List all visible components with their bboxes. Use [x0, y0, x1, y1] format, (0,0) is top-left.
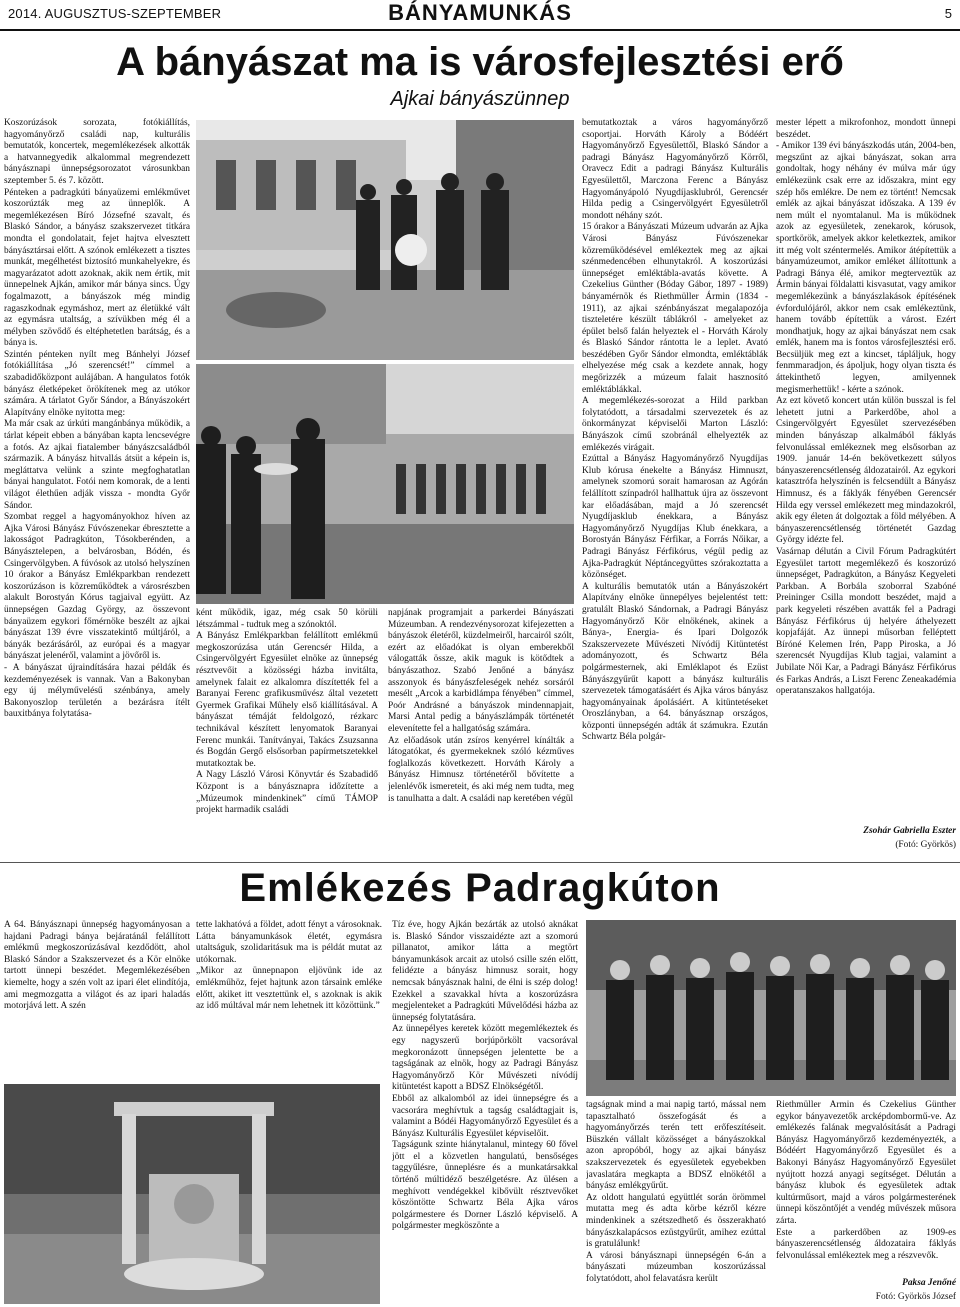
masthead: BÁNYAMUNKÁS — [388, 0, 572, 25]
article2-column-2: tette lakhatóvá a földet, adott fényt a városoknak. Látta bányamunkások életét, egymásra utaltságuk, szolidaritásuk ma is példát mutat az utókornak. „Mikor az ünnepnapon eljövünk ide az emlékműhöz, fejet hajtunk azon társaink emléke előtt, akiket itt vesztettünk el, s azoknak is akik az idő múltával már nem lehetnek itt közöttünk.” — [196, 920, 382, 1012]
article2-column-4: tagságnak mind a mai napig tartó, mással nem tapasztalható összefogását és a hagyományőrzés terén tett erőfeszítéseit. Büszkén vállalt közösséget a bányászokkal azon apropóból, hogy az ajkai bányász szakszervezetek és egyesületek egyebekben javaslatára megkapta a BDSZ elnökétől a bányász emlékgyűrűt. Az oldott hangulatú együttlét során örömmel mutatta meg és adta körbe kézről kézre mindenkinek a szétszedhető és összerakható bányászkalapácsos ezüstgyűrűt, amihez ezúttal is gratulálunk! A városi bányásznapi ünnepségén 6-án a bányászati múzeumban koszorúzással folytatódott, ahol felavatásra került — [586, 1100, 766, 1284]
group-of-miners-photo — [586, 920, 956, 1096]
article1-column-4: bemutatkoztak a város hagyományőrző csoportjai. Horváth Károly a Bódéért Hagyományőrző Egyesülettől, Blaskó Sándor a padragi Bányász Hagyományőrző Körről, Oravecz Edit a padragi Bányász Kulturális Egyesülettől, Marczona Ferenc a Bányász Hagyományápoló Nyugdíjasklubról, Gerencsér Hilda pedig a Csingervölgyért Egyesületről mondott néhány szót. 15 órakor a Bányászati Múzeum udvarán az Ajka Városi Bányász Fúvószenekar közreműködésével emlékeztek meg az ajkai szénmedencében elhunytakról. A koszorúzási ünnepséget emléktábla-avatás követte. A Czekelius Günther (Bóday Gábor, 1897 - 1989) bányamérnök és Riethmüller Ármin (1834 - 1911), az ajkai szénbányászat megalapozója tiszteletére készült táblákról - amelyeket az épület belső falán helyeztek el - Horváth Károly és Blaskó Sándor rántotta le a leplet. Avató beszédében Győr Sándor elmondta, emléktáblák elhelyezése még csak a kezdete annak, hogy megőrizzék a múzeum falait hasznosító emléktáblákkal. A megemlékezés-sorozat a Hild parkban folytatódott, a társadalmi szervezetek és az önkormányzat képviselői Marton László: Bányászok című szobránál elhelyezték az emlékezés virágait. Ezúttal a Bányász Hagyományőrző Nyugdíjas Klub kórusa énekelte a Bányász Himnuszt, amelynek szomorú sorait hamarosan az Agórán felállított színpadról hallhattuk újra az összevont kar előadásában, majd a Jó szerencsét Nyugdíjasklub énekkara, a Bányász Hagyományőrző Nyugdíjas Klub énekkara, a Borostyán Bányász Férfikar, a Forrás Nőikar, a Padragi Bányász Férfikórus, végül pedig az Ajka-Padragkút Néptáncegyüttes szórakoztatta a közönséget. A kulturális bemutatók után a Bányászokért Alapítvány elnöke ünnepélyes bejelentést tett: gratulált Blaskó Sándornak, a Padragi Bányász Hagyományőrző Kör elnökének, akinek a Bánya-, Energia- és Ipari Dolgozók Szakszervezete Művészeti Nívódíj Kitüntetést adományozott, és Schwartz Béla polgármesternek, aki Emléklapot és Ezüst Bányászgyűrűt kapott a bányász kulturális szervezetek támogatásáért és Ajka város bányász hagyományainak ápolásáért. A kitüntetéseket Oroszlányban, a 64. bányásznap országos, központi ünnepségén adták át számukra. Ezután Schwartz Béla polgár- — [582, 118, 768, 743]
wreath-laying-procession-photo — [196, 120, 574, 360]
article1-column-1: Koszorúzások sorozata, fotókiállítás, hagyományőrző családi nap, kulturális bemutatók, koncertek, megemlékezések alkották a hatvannegyedik alkalommal megrendezett bányásznapi ünnepségsorozatot városunkban szeptember 5. és 7. között. Pénteken a padragkúti bányaüzemi emlékművet koszorúzták meg az ünneplők. A megemlékezésen Bíró Józsefné szavalt, és Blaskó Sándor, a bányász szakszervezet titkára mondta el gondolatait, fejet hajtva elvesztett bányásztársai előtt. A szónok emlékezett a tisztes munkát, megélhetést biztosító munkahelyekre, és magyarázatot adott azoknak, akik nem értik, mit ünnepelnek Ajkán, amikor már bánya sincs. Úgy fogalmazott, a bányászok még mindig ragaszkodnak egymáshoz, mert az életükké vált az egymásra utaltság, a szívükben még él a mélyben szövődő és eltéphetetlen barátság, és a bánya is. Szintén pénteken nyílt meg Bánhelyi József fotókiállítása „Jó szerencsét!” címmel a szabadidőközpont aulájában. A hangulatos fotók bányász életképeket örökítenek meg az utókor számára. A tárlatot Győr Sándor, a Bányászokért Alapítvány elnöke nyitotta meg: Ma már csak az úrkúti mangánbánya működik, a tárlat képeit ebben a bányában kapta lencsevégre a fotós. Az ajkai fiatalember bányászcsaládból származik. A bányász hitvallás átsüt a képein is, megláttatva velünk a szinte megfoghatatlan bányai hangulatot. Fotói nem komorak, de a lenti világot élethűen adják vissza - mondta Győr Sándor. Szombat reggel a hagyományokhoz híven az Ajka Városi Bányász Fúvószenekar ébresztette a lakosságot Padragkúton, Tósokberénden, a Bányásztelepen, a belvárosban, Bódén, és Csingervölgyben. A fúvósok az utolsó helyszínen 10 órakor a Bányász Emlékparkban rendezett koszorúzáson is közreműködtek a városrészben alakult Borostyán Kórus tagjaival együtt. Az ünnepségen Gazdag György, az összevont bányaüzem egykori főmérnöke beszélt az ajkai bányászat 139 évre visszatekintő múltjáról, a bányák bezárásáról, az európai és a magyar bányászat jelenéről, valamint a jövőről is. - A bányászat újraindítására hazai példák és kezdeményezések is vannak. Van a Bakonyban egy új mélyművelésű szénbánya, amely Bakonyoszlop területén a bezárásra ítélt bauxitbánya folytatása- — [4, 118, 190, 720]
article2-title: Emlékezés Padragkúton — [239, 866, 721, 910]
article1-column-5: mester lépett a mikrofonhoz, mondott ünnepi beszédet. - Amikor 139 évi bányászkodás után, 2004-ben, megszűnt az ajkai bányászat, sokan arra gondoltak, hogy néhány év múlva már úgy emlékezünk csak erre az időszakra, mint egy szép hős emlékre. De nem ez történt! Nemcsak emlék az ajkai bányászat időszaka. A 139 év nem múlt el nyomtalanul. Ma is működnek azok az egyesületek, zenekarok, kórusok, sportkörök, amelyek akkor keletkeztek, amikor itt még volt széntermelés. Amikor átépítettük a bányamúzeumot, amikor emléket állítottunk a Padragi Bánya élé, amikor megterveztük az Ármin bányai földalatti kisvasutat, vagy amikor megemlékezünk a bányászlakások építésének évfordulójáról, akkor nem csak emlékeztünk, hanem tovább építettük a várost. Ezért mondhatjuk, hogy az ajkai bányászat nem csak emlék, hanem ma is fontos városfejlesztési erő. Becsüljük meg ezt a kincset, tápláljuk, hogy fenmmaradjon, és ápoljuk, hogy olyan tiszta és áttekinthető legyen, amilyennek megismerhettük! - kérte a szónok. Az ezt követő koncert után külön busszal is fel lehetett jutni a Parkerdőbe, ahol a Csingervölgyért Egyesület szervezésében minden bányászap alkalmából fáklyás felvonulással emlékeznek meg elsősorban az 1909. január 14-én bekövetkezett súlyos bányaszerencsétlenség áldozatairól. Az egykori katasztrófa helyszínén is felcsendült a Bányász Himnusz, és a fáklyák fényében Gerencsér Hilda egy verssel emlékezett meg mindazokról, akik egy életen át dolgoztak a föld mélyében. A bányaszerencsétlenség történetét Gazdag György idézte fel. Vasárnap délután a Civil Fórum Padragkútért Egyesület tartott megemlékező és koszorúzó ünnepséget, Padragkúton, a Bányász Kegyeleti Parkban. A Borbála szoborral Szabóné Preininger Csilla mondott beszédet, majd a park kegyeleti részében avatták fel a Padragi Bányász Férfikórus új helyére áthelyezett kopjafáját. Az ünnepi műsorban felléptett Bíróné Kelemen Irén, Papp Piroska, a Jó szerencsét Nyugdíjas Klub tagjai, valamint a Jubilate Női Kar, a Padragi Bányász Férfikórus és Farkas András, a Liszt Ferenc Zeneakadémia operatanszakos hallgatója. — [776, 118, 956, 697]
section-divider — [0, 862, 960, 863]
article2-author: Paksa Jenőné — [902, 1278, 956, 1288]
article2-column-5: Riethmüller Ármin és Czekelius Günther egykor bányavezetők arcképdombormű-ve. Az emlékezés falának megvalósítását a Padragi Bányász Hagyományőrző kezdeményezték, a Bódéért Hagyományőrző Egyesület és a Bakonyi Bányász Hagyományőrző Egyesület nyújtott hozzá anyagi segítséget. Délután a bányász klubok és egyesületek adtak kultúrműsort, majd a város polgármesterének ünnepi köszöntőjét a vendég művészek műsora zárta. Este a parkerdőben az 1909-es bányaszerencsétlenség áldozataira fáklyás felvonulással emlékeztek meg a részvevők. — [776, 1100, 956, 1261]
article1-column-2: ként működik, igaz, még csak 50 körüli létszámmal - tudtuk meg a szónoktól. A Bányász Emlékparkban felállított emlékmű megkoszorúzása után Gerencsér Hilda, a Csingervölgyért Egyesület elnöke az ünnepség résztvevőit a közösségi házba invitálta, amelynek falait ez alkalomra díszítették fel a Baranyai Ferenc grafikusművész által vezetett Gyermek Grafikai Műhely első kiállításával. A bányászat témáját feldolgozó, rézkarc technikával készített lenyomatok Baranyai Ferenc munkái. Tanítványai, Takács Zsuzsanna és Bogdán Gergő elsősorban papírmetszetekkel mutatkoztak be. A Nagy László Városi Könyvtár és Szabadidő Központ is a bányásznapra időzítette a „Múzeumok mindenkinek” című TÁMOP projekt harmadik családi — [196, 608, 378, 816]
article1-column-3: napjának programjait a parkerdei Bányászati Múzeumban. A rendezvénysorozat kifejezetten a bányászok életéről, küzdelmeiről, harcairól szólt, ezért az előadókat is olyan emberekből válogatták össze, akik maguk is kötődtek a bányászathoz. Szabó Jenőné a bányász asszonyok és bányászfeleségek nehéz sorsáról mesélt „Arcok a karbidlámpa fényében” címmel, Poór Andrásné a bányászok mindennapjait, Marsi Antal pedig a bányászlámpák történetét elevenítette fel a hallgatóság számára. Az előadások után zsíros kenyérrel kínálták a látogatókat, és gyermekeknek szóló kézműves foglalkozás következett. Horváth Károly a Bányász Himnusz történetéről bővítette a jelenlévők ismereteit, és aki még nem tudta, meg is tanulhatta a dalt. A családi nap keretében végül — [388, 608, 574, 804]
issue-date: 2014. AUGUSZTUS-SZEPTEMBER — [8, 6, 222, 21]
brass-band-ceremony-photo — [196, 364, 574, 604]
article-title: A bányászat ma is városfejlesztési erő — [116, 40, 844, 84]
article1-photo-credit: (Fotó: Györkös) — [895, 840, 956, 850]
article2-column-1: A 64. Bányásznapi ünnepség hagyományosan a hajdani Padragi bánya bejáratánál felállított emlékmű megkoszorúzásával kezdődött, ahol Blaskó Sándor a Szakszervezet és a Kör elnöke tartott ünnepi beszédet. Megemlékezésében kiemelte, hogy a szén volt az ipari élet elindítója, ami megmozgatta a világot és az ipari haladás motorjává lett. A szén — [4, 920, 190, 1012]
article1-author: Zsohár Gabriella Eszter — [863, 826, 956, 836]
article2-column-3: Tíz éve, hogy Ajkán bezárták az utolsó aknákat is. Blaskó Sándor visszaidézte azt a szomorú pillanatot, amikor látta a megtört bányamunkások arcait az utolsó csille szén előtt, felidézte a bányász himnusz sorait, hogy nemcsak bányásznak halni, de élni is szép dolog! Ezekkel a szavakkal hívta a koszorúzásra megjelenteket a Padragkúti Művelődési házba az ünnepség folytatására. Az ünnepélyes keretek között megemlékeztek és egy nagyszerű borjúpörkölt vacsorával megkoronázott ünnepségen jelentette be a tagságának az elnök, hogy az Padragi Bányász Hagyományőrző Kör Művészeti nívódíj kitüntetést kapott a BDSZ Elnökségétől. Ebből az alkalomból az idei ünnepségre és a vacsorára meghívtuk a tagság családtagjait is, valamint a Bódéi Hagyományőrző Egyesület és a Bányász Kulturális Egyesület képviselőit. Tagságunk szinte hiánytalanul, mintegy 60 fővel jött el a közvetlen hangulatú, bensőséges taggyűlésre, ünneplésre és a munkatársakkal történő múltidéző beszélgetésre. Az ülésen a meghívott vendégekkel kibővült résztvevőket köszöntötte Schwartz Béla Ajka város polgármestere és Dorner László képviselő. A polgármester megköszönte a — [392, 920, 578, 1232]
memorial-monument-photo — [4, 1084, 380, 1304]
page-number: 5 — [944, 6, 952, 21]
article-subtitle: Ajkai bányászünnep — [390, 88, 570, 110]
article2-photo-credit: Fotó: Györkös József — [875, 1292, 956, 1302]
header-rule — [0, 29, 960, 31]
